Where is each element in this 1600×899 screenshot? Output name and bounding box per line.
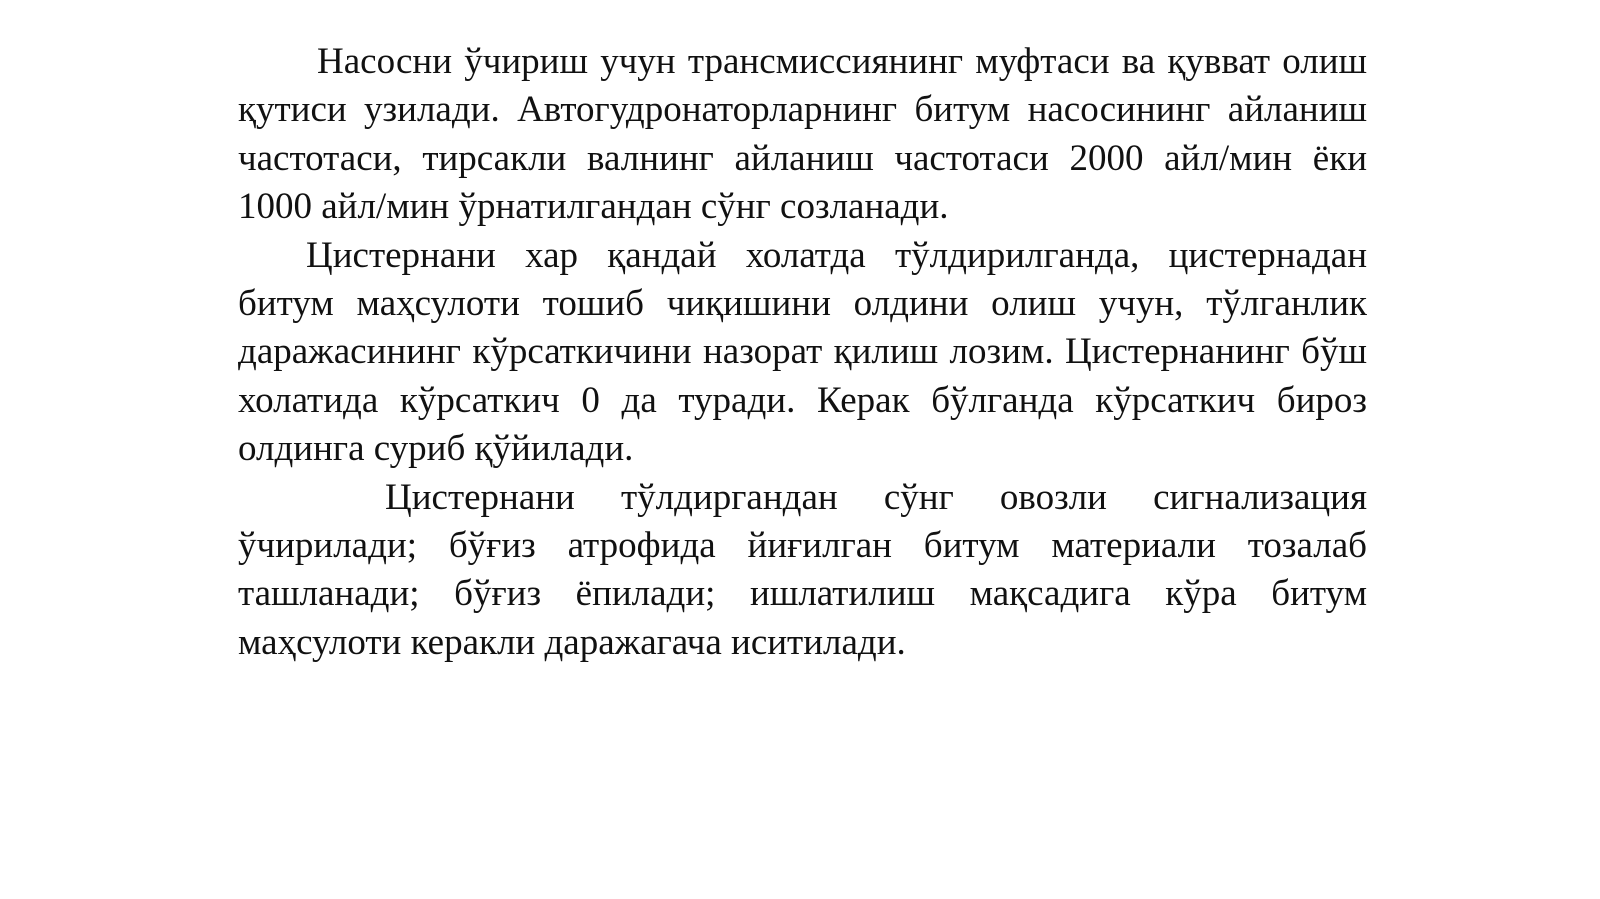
document-body: [238, 38, 1367, 667]
paragraph-after-filling: Цистернани тўлдиргандан сўнг овозли сигнализация ўчирилади; бўғиз атрофида йиғилган битум материали тозалаб ташланади; бўғиз ёпилади; ишлатилиш мақсадига кўра битум маҳсулоти керакли даражагача иситилади.: [238, 476, 1367, 663]
paragraph-pump-shutdown: Насосни ўчириш учун трансмиссиянинг муфтаси ва қувват олиш қутиси узилади. Автогудронаторларнинг битум насосининг айланиш частотаси, тирсакли валнинг айланиш частотаси 2000 айл/мин ёки 1000 айл/мин ўрнатилгандан сўнг созланади.: [238, 41, 1367, 228]
paragraph-tank-filling: Цистернани хар қандай холатда тўлдирилганда, цистернадан битум маҳсулоти тошиб чиқишини олдини олиш учун, тўлганлик даражасининг кўрсаткичини назорат қилиш лозим. Цистернанинг бўш холатида кўрсаткич 0 да туради. Керак бўлганда кўрсаткич бироз олдинга суриб қўйилади.: [238, 234, 1367, 470]
